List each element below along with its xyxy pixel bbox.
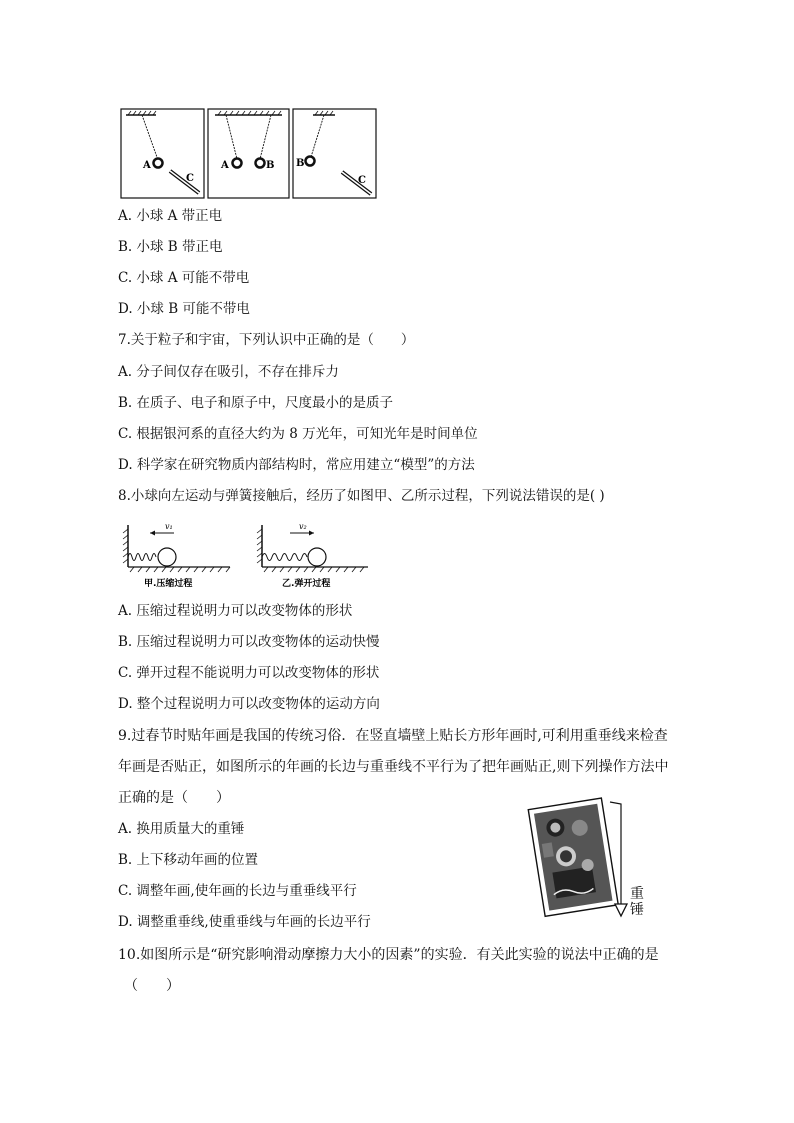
label-a: A (143, 160, 151, 171)
q8-option-b[interactable]: B. 压缩过程说明力可以改变物体的运动快慢 (118, 634, 380, 650)
q8-option-d[interactable]: D. 整个过程说明力可以改变物体的运动方向 (118, 696, 380, 712)
q6-pendulum-figure (120, 106, 378, 200)
q8-stem: 8.小球向左运动与弹簧接触后，经历了如图甲、乙所示过程，下列说法错误的是( ) (118, 488, 605, 504)
panel-2-string-a (226, 115, 237, 159)
q7-option-a[interactable]: A. 分子间仅存在吸引，不存在排斥力 (118, 364, 339, 380)
panel-3-string (311, 115, 324, 157)
q9-new-year-picture-figure (518, 796, 658, 924)
q9-stem-line-3: 正确的是（ ） (118, 790, 230, 806)
q7-option-d[interactable]: D. 科学家在研究物质内部结构时，常应用建立“模型”的方法 (118, 457, 475, 473)
q9-option-b[interactable]: B. 上下移动年画的位置 (118, 852, 259, 868)
ball-right (308, 548, 326, 566)
caption-compress: 甲.压缩过程 (144, 579, 193, 589)
label-b-2: B (266, 160, 275, 171)
panel-2-frame (208, 109, 289, 198)
label-v2: v₂ (299, 522, 307, 531)
q8-spring-figure (122, 517, 372, 593)
q8-option-c[interactable]: C. 弹开过程不能说明力可以改变物体的形状 (118, 665, 380, 681)
label-v1: v₁ (165, 522, 173, 531)
plumb-label (630, 886, 648, 918)
ball-left (158, 548, 176, 566)
plumb-bob (615, 904, 627, 916)
q9-stem-line-2: 年画是否贴正，如图所示的年画的长边与重垂线不平行为了把年画贴正,则下列操作方法中 (118, 759, 669, 775)
label-c-3: C (358, 175, 366, 186)
spring-released (262, 554, 307, 561)
q6-option-b[interactable]: B. 小球 B 带正电 (118, 239, 223, 255)
q7-option-c[interactable]: C. 根据银河系的直径大约为 8 万光年，可知光年是时间单位 (118, 426, 478, 442)
label-a-2: A (221, 160, 229, 171)
q7-option-b[interactable]: B. 在质子、电子和原子中，尺度最小的是质子 (118, 395, 394, 411)
q10-stem-line-1: 10.如图所示是“研究影响滑动摩擦力大小的因素”的实验．有关此实验的说法中正确的是 (118, 947, 659, 963)
caption-release: 乙.弹开过程 (282, 579, 331, 589)
panel-1-string (142, 115, 158, 160)
q7-stem: 7.关于粒子和宇宙，下列认识中正确的是（ ） (118, 332, 415, 348)
ball-a-2 (233, 159, 242, 168)
q6-option-d[interactable]: D. 小球 B 可能不带电 (118, 301, 250, 317)
q8-option-a[interactable]: A. 压缩过程说明力可以改变物体的形状 (118, 603, 353, 619)
panel-1-frame (121, 109, 204, 198)
q6-option-a[interactable]: A. 小球 A 带正电 (118, 208, 223, 224)
q9-stem-line-1: 9.过春节时贴年画是我国的传统习俗．在竖直墙壁上贴长方形年画时,可利用重垂线来检查 (118, 728, 668, 744)
q9-option-a[interactable]: A. 换用质量大的重锤 (118, 821, 245, 837)
label-b-3: B (296, 158, 305, 169)
label-c: C (186, 173, 194, 184)
q6-option-c[interactable]: C. 小球 A 可能不带电 (118, 270, 250, 286)
q10-stem-line-2: （ ） (124, 978, 180, 994)
plumb-label-char-1: 重 (630, 886, 644, 902)
ball-b-3 (306, 157, 315, 166)
plumb-label-char-2: 锤 (630, 902, 644, 918)
spring-compressed (128, 554, 156, 561)
q9-option-d[interactable]: D. 调整重垂线,使重垂线与年画的长边平行 (118, 914, 371, 930)
panel-2-string-b (260, 115, 271, 159)
ball-b-2 (256, 159, 265, 168)
q9-option-c[interactable]: C. 调整年画,使年画的长边与重垂线平行 (118, 883, 357, 899)
ball-a (154, 159, 163, 168)
